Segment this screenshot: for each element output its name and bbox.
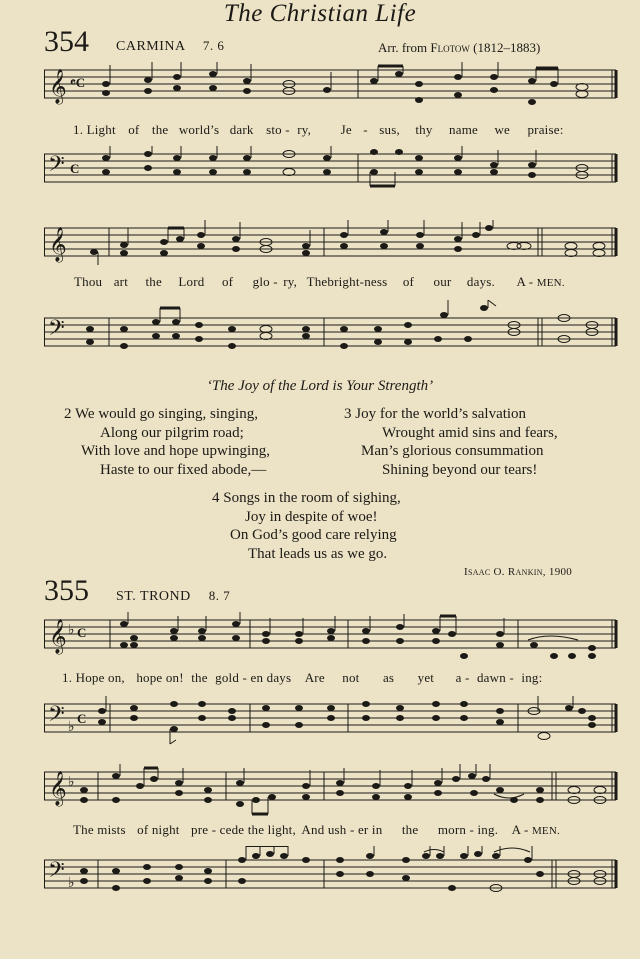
lyric-syllable: er in <box>357 822 383 837</box>
svg-text:𝄢: 𝄢 <box>48 858 65 887</box>
lyrics-355-line2 <box>73 822 560 838</box>
lyric-syllable: Lord <box>178 274 205 289</box>
lyric-syllable: of night <box>137 822 180 837</box>
notes-354-1-bass <box>102 149 588 179</box>
stanza-4 <box>212 489 401 563</box>
lyric-syllable: pre <box>191 822 209 837</box>
lyric-syllable: yet <box>417 670 435 685</box>
hymn-number: 355 <box>44 574 89 607</box>
lyrics-354-line2 <box>74 274 565 290</box>
lyric-hyphen: - <box>469 822 475 837</box>
lyric-syllable: we <box>494 122 511 137</box>
lyric-syllable: A <box>511 822 521 837</box>
lyric-syllable: 1. Light <box>73 122 116 137</box>
stanza-line: Joy in despite of woe! <box>245 508 378 525</box>
stanza-line: Haste to our fixed abode,— <box>100 461 267 478</box>
staff-treble-355-1 <box>44 612 618 664</box>
stanza-line: Wrought amid sins and fears, <box>382 424 558 441</box>
lyric-hyphen: - <box>359 274 365 289</box>
notes-354-2-bass <box>86 305 598 349</box>
svg-text:♭: ♭ <box>68 623 75 638</box>
lyric-syllable: of <box>128 122 140 137</box>
svg-text:C: C <box>70 161 80 176</box>
lyric-syllable: art <box>113 274 129 289</box>
notes-355-2-bass <box>80 851 606 892</box>
staff-treble-354-1-svg <box>44 62 618 112</box>
lyric-syllable: as <box>382 670 395 685</box>
hymn-author: Isaac O. Rankin, 1900 <box>464 566 573 578</box>
lyric-syllable: ing: <box>521 670 543 685</box>
lyric-syllable: sto <box>266 122 282 137</box>
tune-name: CARMINA <box>116 39 185 54</box>
lyric-syllable: sus, <box>379 122 400 137</box>
verse-title: ‘The Joy of the Lord is Your Strength’ <box>206 378 434 394</box>
stanza-3 <box>344 405 558 479</box>
staff-treble-354-2-svg <box>44 220 618 270</box>
staff-bass-355-2 <box>44 846 618 898</box>
lyric-syllable: ry, <box>297 122 312 137</box>
lyric-syllable: dark <box>229 122 254 137</box>
composer-dates: (1812–1883) <box>473 40 541 55</box>
lyric-syllable: Je <box>340 122 352 137</box>
lyric-syllable: The <box>306 274 328 289</box>
lyric-syllable: the <box>401 822 419 837</box>
composer-name: Flotow <box>430 40 470 55</box>
staff-treble-355-2 <box>44 764 618 816</box>
lyric-syllable: morn <box>437 822 467 837</box>
staff-treble-354-2 <box>44 220 618 270</box>
lyric-syllable: bright <box>327 274 360 289</box>
stanza-line: 4 Songs in the room of sighing, <box>212 490 401 506</box>
svg-text:𝄢: 𝄢 <box>48 316 65 345</box>
staff-treble-355-1-svg <box>44 612 618 664</box>
lyric-hyphen: - <box>465 670 470 685</box>
stanza-line: 2 We would go singing, singing, <box>64 406 258 422</box>
svg-text:𝄞: 𝄞 <box>49 70 67 103</box>
lyric-syllable: our <box>433 274 452 289</box>
staff-bass-354-1 <box>44 146 618 196</box>
lyric-syllable: thy <box>415 122 433 137</box>
staff-treble-355-2-svg <box>44 764 618 816</box>
tune-meter: 7. 6 <box>202 38 225 53</box>
lyrics-355-line1 <box>62 670 542 686</box>
lyric-syllable: The mists <box>73 822 126 837</box>
lyric-syllable: hope on! <box>136 670 184 685</box>
lyric-syllable: dawn <box>476 670 506 685</box>
svg-text:𝄞: 𝄞 <box>49 620 67 653</box>
notes-354-1-treble <box>102 71 588 105</box>
svg-text:♭: ♭ <box>68 876 75 891</box>
stanza-line: On God’s good care relying <box>230 527 397 543</box>
lyric-hyphen: - <box>273 274 278 289</box>
lyric-syllable: cede the light, <box>219 822 296 837</box>
lyric-hyphen: - <box>528 274 534 289</box>
lyric-hyphen: - <box>242 670 248 685</box>
hymn-number: 354 <box>44 25 89 58</box>
lyric-syllable: glo <box>252 274 270 289</box>
svg-text:C: C <box>77 625 87 640</box>
lyric-hyphen: - <box>349 822 355 837</box>
lyric-syllable: Thou <box>74 274 103 289</box>
lyric-syllable: the <box>191 670 208 685</box>
lyric-syllable: praise: <box>527 122 564 137</box>
tune-info <box>116 38 224 55</box>
svg-text:𝄞: 𝄞 <box>49 228 67 261</box>
lyric-hyphen: - <box>509 670 514 685</box>
tune-info <box>116 588 230 605</box>
staff-treble-354-1 <box>44 62 618 112</box>
svg-text:C: C <box>77 711 87 726</box>
lyric-syllable: Are <box>304 670 325 685</box>
lyric-syllable: MEN. <box>536 277 565 289</box>
lyric-syllable: A <box>516 274 526 289</box>
staff-bass-355-1 <box>44 696 618 748</box>
stanza-line: Man’s glorious consummation <box>361 443 544 459</box>
lyric-syllable: ing. <box>477 822 499 837</box>
lyric-hyphen: - <box>211 822 217 837</box>
lyric-syllable: MEN. <box>531 825 560 837</box>
notes-355-1-bass <box>98 701 596 740</box>
lyrics-354-line1 <box>73 122 564 138</box>
lyric-syllable: en days <box>250 670 292 685</box>
svg-text:𝄢: 𝄢 <box>48 702 65 731</box>
tune-meter: 8. 7 <box>208 588 231 603</box>
stanza-line: That leads us as we go. <box>248 545 388 562</box>
lyric-syllable: ness <box>364 274 388 289</box>
staff-bass-354-1-svg <box>44 146 618 196</box>
lyric-hyphen: - <box>523 822 529 837</box>
lyric-syllable: name <box>449 122 478 137</box>
svg-text:♭: ♭ <box>68 720 75 735</box>
stanza-2 <box>64 405 270 479</box>
staff-bass-355-1-svg <box>44 696 618 748</box>
lyric-syllable: 1. Hope on, <box>62 670 125 685</box>
arranger-prefix: Arr. from <box>378 40 428 55</box>
lyric-syllable: gold <box>215 670 240 685</box>
lyric-syllable: a <box>455 670 462 685</box>
svg-text:𝄴C: 𝄴C <box>70 75 86 90</box>
svg-text:♭: ♭ <box>68 775 75 790</box>
stanza-line: 3 Joy for the world’s salvation <box>344 406 527 422</box>
stanza-line: With love and hope upwinging, <box>81 443 270 459</box>
staff-bass-355-2-svg <box>44 846 618 898</box>
lyric-syllable: of <box>221 274 234 289</box>
staff-bass-354-2-svg <box>44 300 618 360</box>
lyric-syllable: world’s <box>178 122 220 137</box>
arranger-credit <box>378 40 540 56</box>
tune-name: ST. TROND <box>116 589 191 604</box>
notes-355-2-treble <box>80 773 606 807</box>
lyric-syllable: ry, <box>283 274 298 289</box>
lyric-hyphen: - <box>363 122 368 137</box>
lyric-syllable: the <box>151 122 169 137</box>
svg-text:𝄞: 𝄞 <box>49 772 67 805</box>
svg-text:𝄢: 𝄢 <box>48 152 65 181</box>
stanza-line: Along our pilgrim road; <box>100 424 244 441</box>
lyric-hyphen: - <box>285 122 290 137</box>
lyric-syllable: of <box>402 274 415 289</box>
staff-bass-354-2 <box>44 300 618 360</box>
lyric-syllable: And ush <box>301 822 347 837</box>
stanza-line: Shining beyond our tears! <box>382 461 538 478</box>
lyric-syllable: days. <box>466 274 496 289</box>
page-title: The Christian Life <box>223 0 417 27</box>
lyric-syllable: not <box>342 670 360 685</box>
lyric-syllable: the <box>145 274 162 289</box>
